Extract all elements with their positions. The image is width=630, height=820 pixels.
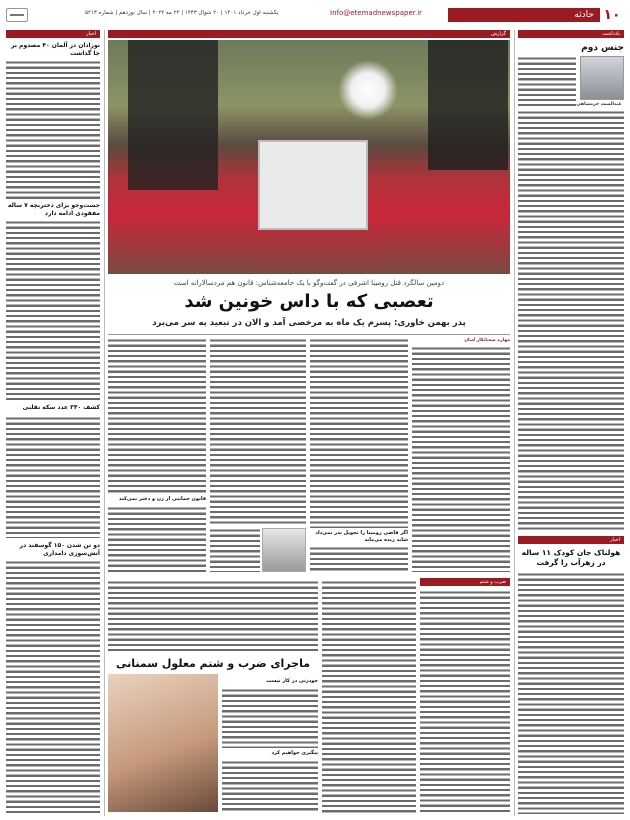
subtitle: قانون حمایتی از زن و دختر نمی‌کند	[119, 496, 206, 502]
story-body	[108, 580, 318, 652]
section-ribbon	[448, 8, 600, 22]
flowers	[338, 60, 398, 120]
story-body	[322, 580, 416, 814]
story-headline: ماجرای ضرب و شتم معلول سمنانی	[115, 657, 311, 670]
story-block	[108, 578, 416, 814]
report-section-header: گزارش	[108, 30, 510, 38]
email-link[interactable]: Info@etemadnewspaper.ir	[330, 9, 423, 17]
news-body	[518, 572, 624, 814]
page-number: ۱۰	[603, 7, 621, 23]
column-body	[518, 110, 624, 532]
issue-dateline: یکشنبه اول خرداد ۱۴۰۱ | ۲۰ شوال ۱۴۴۳ | ۲۲ مه ۲۰۲۲ | سال نوزدهم | شماره ۵۲۱۳	[85, 10, 279, 16]
article-body	[210, 528, 260, 572]
story-body	[222, 688, 318, 748]
section-label: حادثه	[574, 10, 594, 20]
column-divider	[104, 30, 105, 816]
news-item-title: کشف ۳۴۰ عدد سکه تقلبی	[22, 404, 100, 411]
newspaper-logo-icon	[6, 8, 28, 22]
subtitle: اگر قاضی رومینا را تحویل پدر نمی‌داد شاید زنده می‌ماند	[315, 530, 408, 543]
article-body	[108, 506, 206, 572]
article-body	[412, 346, 510, 572]
news-item-title: جست‌وجو برای دختربچه ۷ ساله مفقودی ادامه دارد	[7, 202, 100, 217]
news-item-title: نوزادان در آلمان ۴۰ مصدوم بر جا گذاشت	[10, 42, 100, 57]
news-section-header: اخبار	[6, 30, 100, 38]
column-body	[518, 56, 576, 106]
byline: مهاره شعبانکار لنیان	[464, 338, 510, 343]
subhead: پدر بهمن خاوری: پسرم یک ماه به مرخصی آمد و الان در تبعید به سر می‌برد	[152, 318, 466, 328]
memorial-photo	[108, 40, 510, 274]
news-title: هولناک جان کودک ۱۱ ساله در زهرآب را گرفت	[521, 548, 621, 567]
rule	[108, 334, 510, 335]
column-section-header: یادداشت	[518, 30, 624, 38]
article-body	[310, 546, 408, 572]
story-photo	[108, 674, 218, 812]
news-item-body	[6, 60, 100, 200]
article-body	[310, 338, 408, 528]
mourner-figure	[128, 40, 218, 190]
story-body	[420, 590, 510, 814]
news-item-body	[6, 220, 100, 400]
story-body	[222, 760, 318, 812]
mourner-figure	[428, 40, 508, 170]
kicker: دومین سالگرد قتل رومینا اشرفی در گفت‌وگو با یک جامعه‌شناس: قانون هم مردسالارانه است	[173, 279, 445, 287]
news-section-header: اخبار	[518, 536, 624, 544]
news-item-body	[6, 560, 100, 814]
story-subtitle: پیگیری خواهیم کرد	[271, 750, 318, 756]
headline: تعصبی که با داس خونین شد	[184, 291, 434, 312]
news-item-title: دو تن شدن ۱۵۰ گوسفند در آتش‌سوزی دامداری	[19, 542, 100, 557]
author-photo	[580, 56, 624, 100]
column-title: جنس دوم	[581, 43, 624, 53]
news-item-body	[6, 416, 100, 538]
article-body	[108, 338, 206, 494]
story-section-header: ضرب و شتم	[420, 578, 510, 586]
article-body	[210, 338, 306, 524]
author-name: عبدالصمد خرمشاهی	[576, 102, 622, 107]
portrait-frame	[258, 140, 368, 230]
column-divider	[514, 30, 515, 816]
story-subtitle: خودزنی در کار نیست	[266, 678, 318, 684]
interviewee-photo	[262, 528, 306, 572]
